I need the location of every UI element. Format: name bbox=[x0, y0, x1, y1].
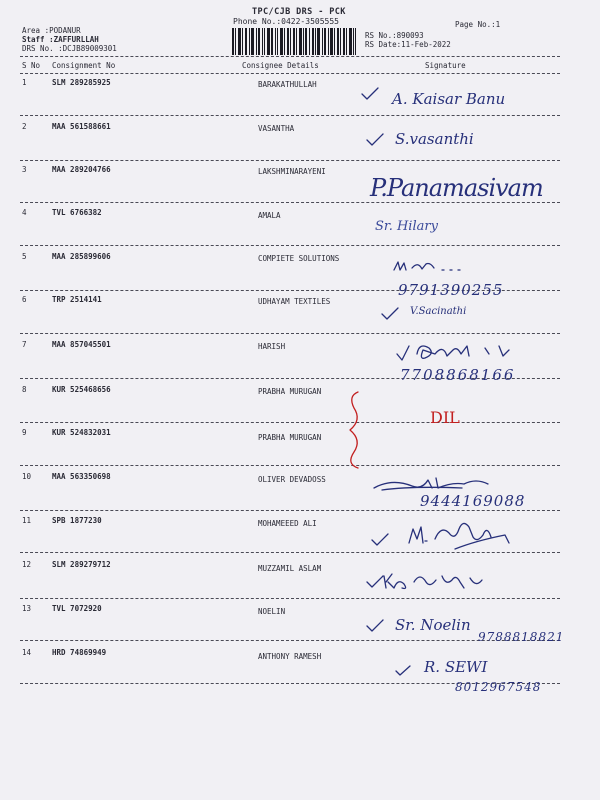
row-sno: 10 bbox=[22, 472, 32, 481]
divider bbox=[20, 73, 560, 74]
phone-row-14: 8012967548 bbox=[455, 680, 542, 694]
row-consignment-no: TRP 2514141 bbox=[52, 295, 102, 304]
row-sno: 2 bbox=[22, 122, 27, 131]
checkmark bbox=[365, 618, 385, 634]
row-sno: 4 bbox=[22, 208, 27, 217]
row-consignee: COMPIETE SOLUTIONS bbox=[258, 254, 340, 263]
signature-scribble bbox=[405, 515, 515, 553]
row-divider bbox=[20, 115, 560, 116]
row-sno: 7 bbox=[22, 340, 27, 349]
row-consignment-no: SLM 289285925 bbox=[52, 78, 111, 87]
signature-row-3: P.Panamasivam bbox=[370, 174, 543, 202]
row-consignment-no: MAA 561588661 bbox=[52, 122, 111, 131]
col-consignee-header: Consignee Details bbox=[242, 61, 319, 70]
row-sno: 13 bbox=[22, 604, 32, 613]
row-consignee: AMALA bbox=[258, 211, 281, 220]
row-divider bbox=[20, 598, 560, 599]
barcode bbox=[232, 28, 356, 55]
checkmark bbox=[394, 664, 412, 678]
phone-number: Phone No.:0422-3505555 bbox=[233, 17, 339, 26]
area-label: Area :PODANUR bbox=[22, 26, 81, 35]
row-consignment-no: SPB 1877230 bbox=[52, 516, 102, 525]
checkmark bbox=[360, 86, 380, 102]
row-consignment-no: TVL 6766382 bbox=[52, 208, 102, 217]
row-divider bbox=[20, 333, 560, 334]
remark-row-8-9: DIL bbox=[430, 408, 460, 427]
row-sno: 11 bbox=[22, 516, 32, 525]
phone-row-10: 9444169088 bbox=[420, 492, 526, 510]
row-sno: 8 bbox=[22, 385, 27, 394]
phone-row-5: 9791390255 bbox=[398, 281, 504, 299]
row-consignment-no: KUR 524832031 bbox=[52, 428, 111, 437]
row-consignee: UDHAYAM TEXTILES bbox=[258, 297, 331, 306]
row-consignment-no: SLM 289279712 bbox=[52, 560, 111, 569]
row-consignee: OLIVER DEVADOSS bbox=[258, 475, 326, 484]
row-divider bbox=[20, 422, 560, 423]
row-consignee: PRABHA MURUGAN bbox=[258, 433, 322, 442]
row-consignee: PRABHA MURUGAN bbox=[258, 387, 322, 396]
row-sno: 14 bbox=[22, 648, 32, 657]
signature-row-2: S.vasanthi bbox=[395, 130, 474, 148]
row-consignee: NOELIN bbox=[258, 607, 286, 616]
checkmark bbox=[370, 532, 390, 548]
signature-row-4: Sr. Hilary bbox=[375, 219, 438, 234]
staff-label: Staff :ZAFFURLLAH bbox=[22, 35, 99, 44]
signature-scribble bbox=[390, 258, 490, 276]
signature-row-14: R. SEWI bbox=[424, 658, 488, 676]
signature-row-6: V.Sacinathi bbox=[410, 306, 467, 317]
divider bbox=[20, 56, 560, 57]
row-consignee: MOHAMEEED ALI bbox=[258, 519, 317, 528]
row-sno: 3 bbox=[22, 165, 27, 174]
row-divider bbox=[20, 510, 560, 511]
checkmark bbox=[380, 306, 400, 322]
row-consignee: ANTHONY RAMESH bbox=[258, 652, 322, 661]
row-consignment-no: TVL 7072920 bbox=[52, 604, 102, 613]
brace-mark bbox=[340, 390, 370, 470]
row-consignee: VASANTHA bbox=[258, 124, 295, 133]
row-consignee: MUZZAMIL ASLAM bbox=[258, 564, 322, 573]
row-divider bbox=[20, 202, 560, 203]
row-consignment-no: KUR 525468656 bbox=[52, 385, 111, 394]
row-consignment-no: MAA 289204766 bbox=[52, 165, 111, 174]
row-consignment-no: MAA 857045501 bbox=[52, 340, 111, 349]
row-sno: 12 bbox=[22, 560, 32, 569]
rs-number: RS No.:890093 bbox=[365, 31, 424, 40]
row-divider bbox=[20, 465, 560, 466]
row-sno: 6 bbox=[22, 295, 27, 304]
col-consignment-header: Consignment No bbox=[52, 61, 116, 70]
row-sno: 1 bbox=[22, 78, 27, 87]
drs-number: DRS No. :DCJB89009301 bbox=[22, 44, 117, 53]
signature-scribble bbox=[395, 340, 515, 366]
row-consignee: BARAKATHULLAH bbox=[258, 80, 317, 89]
checkmark bbox=[365, 132, 385, 148]
phone-row-7: 7708868166 bbox=[400, 366, 516, 384]
sheet-title: TPC/CJB DRS - PCK bbox=[252, 7, 346, 17]
row-consignment-no: HRD 74869949 bbox=[52, 648, 107, 657]
signature-row-1: A. Kaisar Banu bbox=[392, 90, 506, 108]
row-sno: 9 bbox=[22, 428, 27, 437]
col-signature-header: Signature bbox=[425, 61, 466, 70]
row-consignee: LAKSHMINARAYENI bbox=[258, 167, 326, 176]
signature-scribble bbox=[380, 568, 490, 594]
row-sno: 5 bbox=[22, 252, 27, 261]
row-consignee: HARISH bbox=[258, 342, 286, 351]
row-divider bbox=[20, 245, 560, 246]
page-number: Page No.:1 bbox=[455, 20, 501, 29]
phone-row-13: 9788818821 bbox=[478, 630, 565, 644]
row-divider bbox=[20, 160, 560, 161]
signature-row-13: Sr. Noelin bbox=[395, 616, 471, 634]
row-consignment-no: MAA 563350698 bbox=[52, 472, 111, 481]
col-sno-header: S No bbox=[22, 61, 41, 70]
rs-date: RS Date:11-Feb-2022 bbox=[365, 40, 451, 49]
row-consignment-no: MAA 285899606 bbox=[52, 252, 111, 261]
